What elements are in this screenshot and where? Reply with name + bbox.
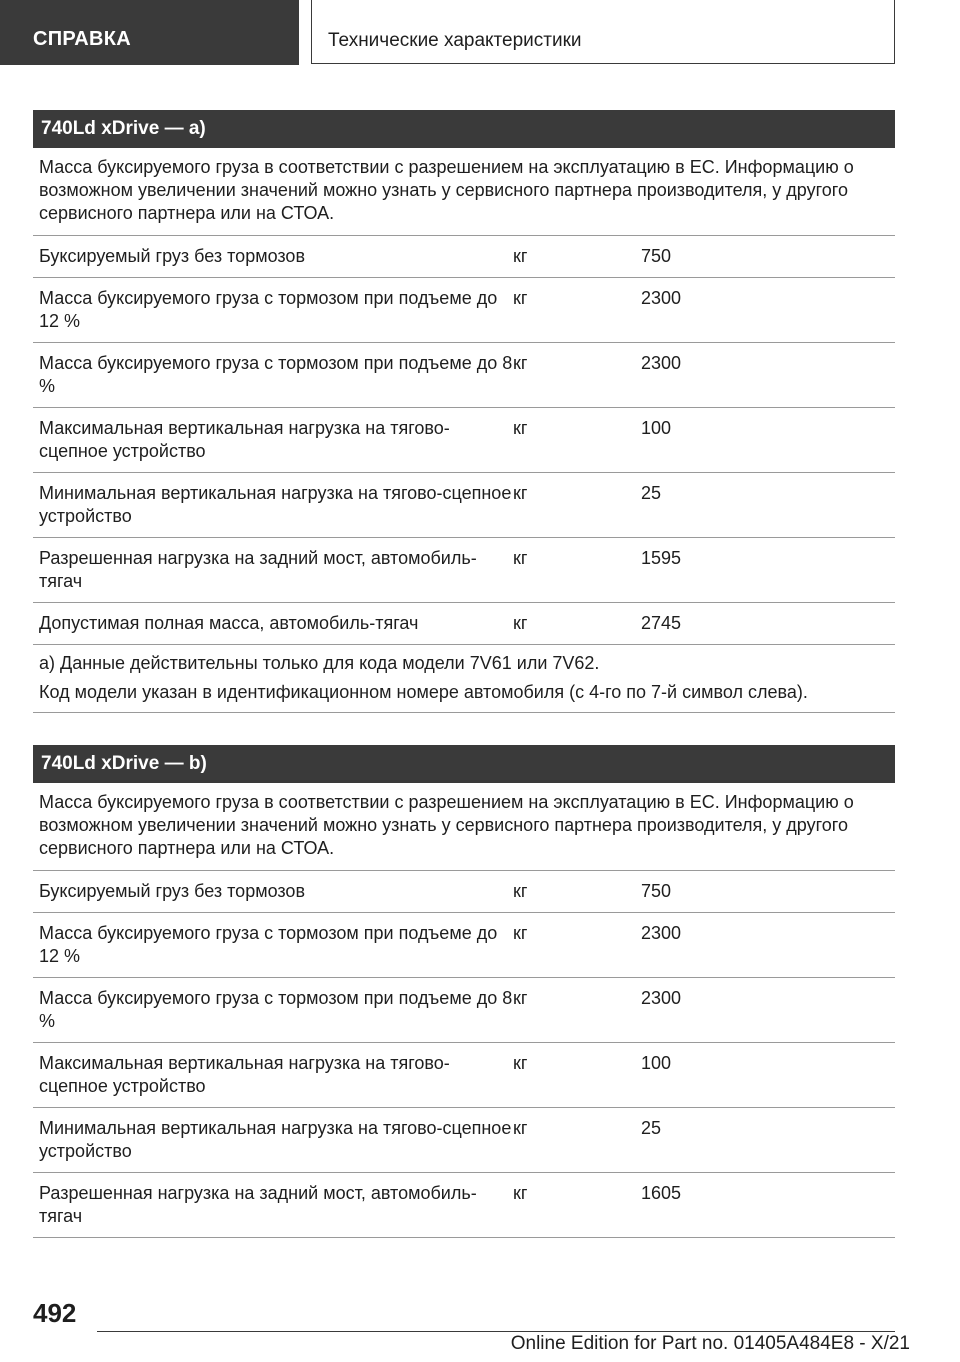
row-unit: кг	[513, 246, 528, 266]
row-unit: кг	[513, 418, 528, 438]
footer-divider	[97, 1331, 895, 1332]
row-unit: кг	[513, 288, 528, 308]
row-unit: кг	[513, 881, 528, 901]
row-value: 2300	[641, 353, 682, 373]
table-row	[33, 473, 895, 538]
row-name: Допустимая полная масса, автомобиль-тягач	[39, 613, 419, 633]
table-row	[33, 1043, 895, 1108]
spec-section-a	[33, 110, 895, 713]
row-unit: кг	[513, 613, 528, 633]
row-name: Масса буксируемого груза с тормозом при подъеме до 12 %	[39, 923, 498, 966]
row-unit: кг	[513, 988, 528, 1008]
footnote: Код модели указан в идентификационном номере автомобиля (с 4-го по 7-й символ слева).	[39, 682, 808, 702]
row-name: Масса буксируемого груза с тормозом при подъеме до 8 %	[39, 353, 513, 396]
table-row	[33, 408, 895, 473]
header-chapter-box	[311, 0, 895, 64]
row-unit: кг	[513, 353, 528, 373]
footnote: a) Данные действительны только для кода модели 7V61 или 7V62.	[39, 653, 600, 673]
footer-edition-text: Online Edition for Part no. 01405A484E8 - X/21	[510, 1333, 910, 1354]
row-name: Максимальная вертикальная нагрузка на тягово-сцепное устройство	[39, 418, 450, 461]
section-notes	[33, 645, 895, 713]
row-value: 2300	[641, 923, 682, 943]
table-row	[33, 913, 895, 978]
row-name: Минимальная вертикальная нагрузка на тягово-сцепное устройство	[39, 483, 512, 526]
row-unit: кг	[513, 923, 528, 943]
table-row	[33, 236, 895, 278]
table-row	[33, 1108, 895, 1173]
row-value: 2300	[641, 288, 682, 308]
row-value: 2745	[641, 613, 682, 633]
row-name: Максимальная вертикальная нагрузка на тягово-сцепное устройство	[39, 1053, 450, 1096]
row-name: Минимальная вертикальная нагрузка на тягово-сцепное устройство	[39, 1118, 512, 1161]
row-value: 25	[641, 483, 662, 503]
row-unit: кг	[513, 1118, 528, 1138]
row-name: Разрешенная нагрузка на задний мост, автомобиль-тягач	[39, 548, 477, 591]
header-section-tab	[0, 0, 299, 65]
row-value: 750	[641, 881, 672, 901]
row-value: 1595	[641, 548, 682, 568]
spec-section-b	[33, 745, 895, 1238]
row-value: 2300	[641, 988, 682, 1008]
row-value: 100	[641, 418, 672, 438]
row-value: 100	[641, 1053, 672, 1073]
row-name: Буксируемый груз без тормозов	[39, 881, 306, 901]
row-value: 750	[641, 246, 672, 266]
table-row	[33, 343, 895, 408]
row-name: Масса буксируемого груза с тормозом при подъеме до 8 %	[39, 988, 513, 1031]
table-row	[33, 278, 895, 343]
section-title: 740Ld xDrive — b)	[33, 745, 895, 783]
row-value: 25	[641, 1118, 662, 1138]
row-unit: кг	[513, 548, 528, 568]
page-number: 492	[33, 1298, 77, 1328]
row-name: Буксируемый груз без тормозов	[39, 246, 306, 266]
section-intro: Масса буксируемого груза в соответствии с разрешением на эксплуатацию в ЕС. Информацию о возможном увеличении значений можно узнать у сервисного партнера производителя, у другого сервисного партнера или на СТОА.	[33, 148, 895, 236]
header-chapter-title: Технические характеристики	[328, 30, 582, 51]
row-unit: кг	[513, 483, 528, 503]
table-row	[33, 871, 895, 913]
row-name: Масса буксируемого груза с тормозом при подъеме до 12 %	[39, 288, 498, 331]
header-section-label: СПРАВКА	[33, 28, 132, 50]
row-value: 1605	[641, 1183, 682, 1203]
table-row	[33, 538, 895, 603]
section-intro: Масса буксируемого груза в соответствии с разрешением на эксплуатацию в ЕС. Информацию о возможном увеличении значений можно узнать у сервисного партнера производителя, у другого сервисного партнера или на СТОА.	[33, 783, 895, 871]
row-unit: кг	[513, 1183, 528, 1203]
row-unit: кг	[513, 1053, 528, 1073]
row-name: Разрешенная нагрузка на задний мост, автомобиль-тягач	[39, 1183, 477, 1226]
table-row	[33, 978, 895, 1043]
table-row	[33, 1173, 895, 1238]
section-title: 740Ld xDrive — a)	[33, 110, 895, 148]
table-row	[33, 603, 895, 645]
